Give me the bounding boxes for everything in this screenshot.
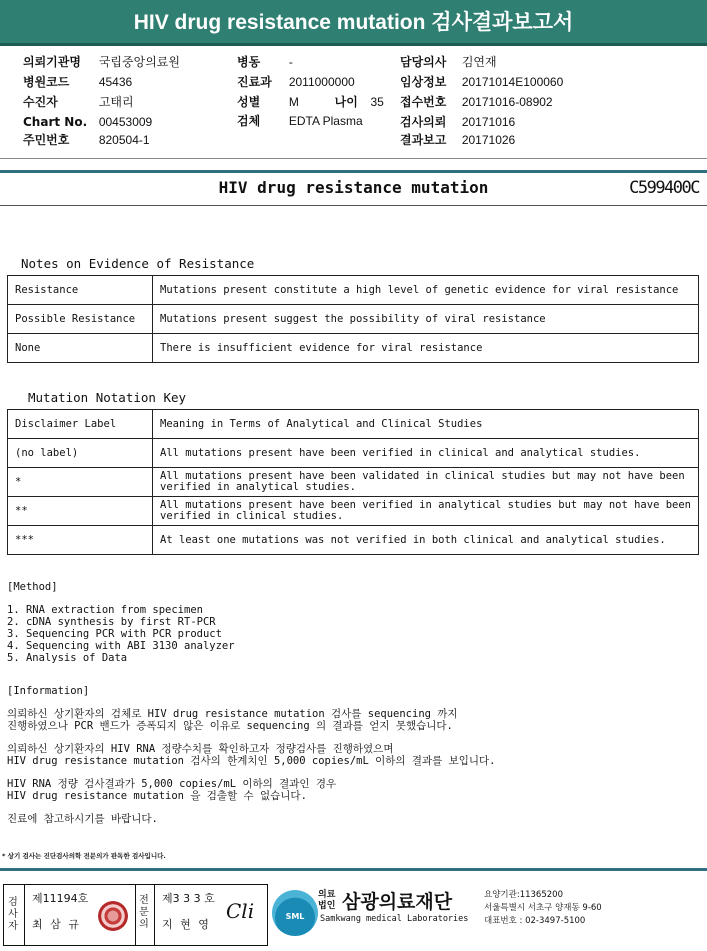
report-header-title: HIV drug resistance mutation 검사결과보고서 — [0, 0, 707, 46]
recipient-label: 수진자 — [23, 95, 58, 109]
signature-box — [3, 884, 268, 946]
information-line: 의뢰하신 상기환자의 검체로 HIV drug resistance mutation 검사를 sequencing 까지 — [7, 708, 458, 720]
org-phone: 대표번호 : 02-3497-5100 — [484, 916, 586, 926]
notation-header-text: Meaning in Terms of Analytical and Clinical Studies — [153, 410, 699, 439]
sml-logo-icon — [272, 890, 318, 936]
sex-value: M — [288, 95, 299, 109]
method-step: 3. Sequencing PCR with PCR product — [7, 628, 222, 640]
divider — [0, 205, 707, 206]
resident-no-value: 820504-1 — [98, 133, 150, 147]
divider — [24, 885, 25, 945]
table-row — [8, 497, 699, 526]
seal-stamp-icon — [98, 901, 128, 931]
table-row — [8, 276, 699, 305]
org-tag-top: 의료 — [318, 890, 336, 900]
inspector-label: 검사자 — [8, 897, 18, 932]
receipt-no-value: 20171016-08902 — [461, 95, 553, 109]
report-title: HIV drug resistance mutation — [218, 178, 489, 197]
information-line: 의뢰하신 상기환자의 HIV RNA 정량수치를 확인하고자 정량검사를 진행하였으며 — [7, 743, 394, 755]
notation-label: *** — [8, 526, 153, 555]
inspector-number: 제11194호 — [32, 892, 89, 905]
patient-info — [0, 53, 707, 153]
table-row — [8, 305, 699, 334]
notation-text: All mutations present have been verified in analytical studies but may not have been verified in clinical studies. — [153, 497, 699, 526]
resident-no-label: 주민번호 — [23, 133, 70, 147]
chart-no-value: 00453009 — [98, 115, 153, 129]
specimen-value: EDTA Plasma — [288, 114, 363, 128]
evidence-label: Possible Resistance — [8, 305, 153, 334]
notation-label: ** — [8, 497, 153, 526]
signature-mark: Cli — [226, 899, 255, 923]
information-line: 진행하였으나 PCR 밴드가 증폭되지 않은 이유로 sequencing 의 결과를 얻지 못했습니다. — [7, 720, 453, 732]
notation-header-label: Disclaimer Label — [8, 410, 153, 439]
notation-table — [7, 409, 699, 555]
table-row — [8, 334, 699, 363]
evidence-text: Mutations present constitute a high level of genetic evidence for viral resistance — [153, 276, 699, 305]
notation-label: * — [8, 468, 153, 497]
ward-value: - — [288, 55, 293, 69]
org-english-name: Samkwang medical Laboratories — [320, 914, 469, 924]
org-code: 요양기관:11365200 — [484, 890, 563, 900]
department-label: 진료과 — [237, 75, 272, 89]
divider — [154, 885, 155, 945]
divider — [0, 158, 707, 159]
specimen-label: 검체 — [237, 114, 261, 128]
specialist-label: 전문의 — [139, 895, 149, 930]
org-tag-bottom: 법인 — [318, 901, 336, 911]
notation-section-title: Mutation Notation Key — [28, 390, 187, 405]
doctor-value: 김연재 — [461, 55, 497, 69]
notation-text: All mutations present have been verified in clinical and analytical studies. — [153, 439, 699, 468]
specialist-name: 지 현 영 — [162, 918, 211, 931]
request-date-value: 20171016 — [461, 115, 516, 129]
hospital-code-label: 병원코드 — [23, 75, 70, 89]
table-row — [8, 410, 699, 439]
information-title: [Information] — [7, 685, 90, 697]
information-line: HIV RNA 정량 검사결과가 5,000 copies/mL 이하의 결과인 경우 — [7, 778, 337, 790]
inspector-name: 최 삼 규 — [32, 918, 81, 931]
recipient-value: 고태리 — [98, 95, 134, 109]
ward-label: 병동 — [237, 55, 261, 69]
org-name: 삼광의료재단 — [342, 891, 453, 913]
divider — [0, 868, 707, 871]
age-label: 나이 — [334, 95, 358, 109]
age-value: 35 — [370, 95, 384, 109]
evidence-label: None — [8, 334, 153, 363]
receipt-no-label: 접수번호 — [400, 95, 447, 109]
evidence-text: Mutations present suggest the possibility of viral resistance — [153, 305, 699, 334]
hospital-code-value: 45436 — [98, 75, 133, 89]
notation-text: At least one mutations was not verified in both clinical and analytical studies. — [153, 526, 699, 555]
information-line: 진료에 참고하시기를 바랍니다. — [7, 813, 158, 825]
org-address: 서울특별시 서초구 양재동 9-60 — [484, 903, 602, 913]
sex-label: 성별 — [237, 95, 261, 109]
information-line: HIV drug resistance mutation 검사의 한계치인 5,000 copies/mL 이하의 결과를 보입니다. — [7, 755, 496, 767]
clinical-info-value: 20171014E100060 — [461, 75, 564, 89]
notation-text: All mutations present have been validated in clinical studies but may not have been verified in analytical studies. — [153, 468, 699, 497]
notation-label: (no label) — [8, 439, 153, 468]
divider — [135, 885, 136, 945]
evidence-section-title: Notes on Evidence of Resistance — [21, 256, 255, 271]
chart-no-label: Chart No. — [23, 115, 88, 129]
table-row — [8, 526, 699, 555]
method-step: 2. cDNA synthesis by first RT-PCR — [7, 616, 216, 628]
logo-text: SML — [285, 912, 305, 921]
institution-value: 국립중앙의료원 — [98, 55, 180, 69]
footnote: * 상기 검사는 진단검사의학 전문의가 판독한 검사입니다. — [2, 852, 166, 860]
request-date-label: 검사의뢰 — [400, 115, 447, 129]
divider — [0, 170, 707, 173]
table-row — [8, 468, 699, 497]
method-step: 5. Analysis of Data — [7, 652, 128, 664]
table-row — [8, 439, 699, 468]
specialist-number: 제3 3 3 호 — [162, 892, 215, 905]
evidence-text: There is insufficient evidence for viral resistance — [153, 334, 699, 363]
method-step: 1. RNA extraction from specimen — [7, 604, 203, 616]
org-contact — [484, 889, 602, 928]
evidence-table — [7, 275, 699, 363]
clinical-info-label: 임상정보 — [400, 75, 447, 89]
method-step: 4. Sequencing with ABI 3130 analyzer — [7, 640, 235, 652]
department-value: 2011000000 — [288, 75, 355, 89]
report-code: C599400C — [629, 178, 699, 198]
report-date-value: 20171026 — [461, 133, 516, 147]
method-title: [Method] — [7, 581, 58, 593]
institution-label: 의뢰기관명 — [23, 55, 81, 69]
information-line: HIV drug resistance mutation 을 검출할 수 없습니다. — [7, 790, 307, 802]
evidence-label: Resistance — [8, 276, 153, 305]
doctor-label: 담당의사 — [400, 55, 447, 69]
report-date-label: 결과보고 — [400, 133, 447, 147]
